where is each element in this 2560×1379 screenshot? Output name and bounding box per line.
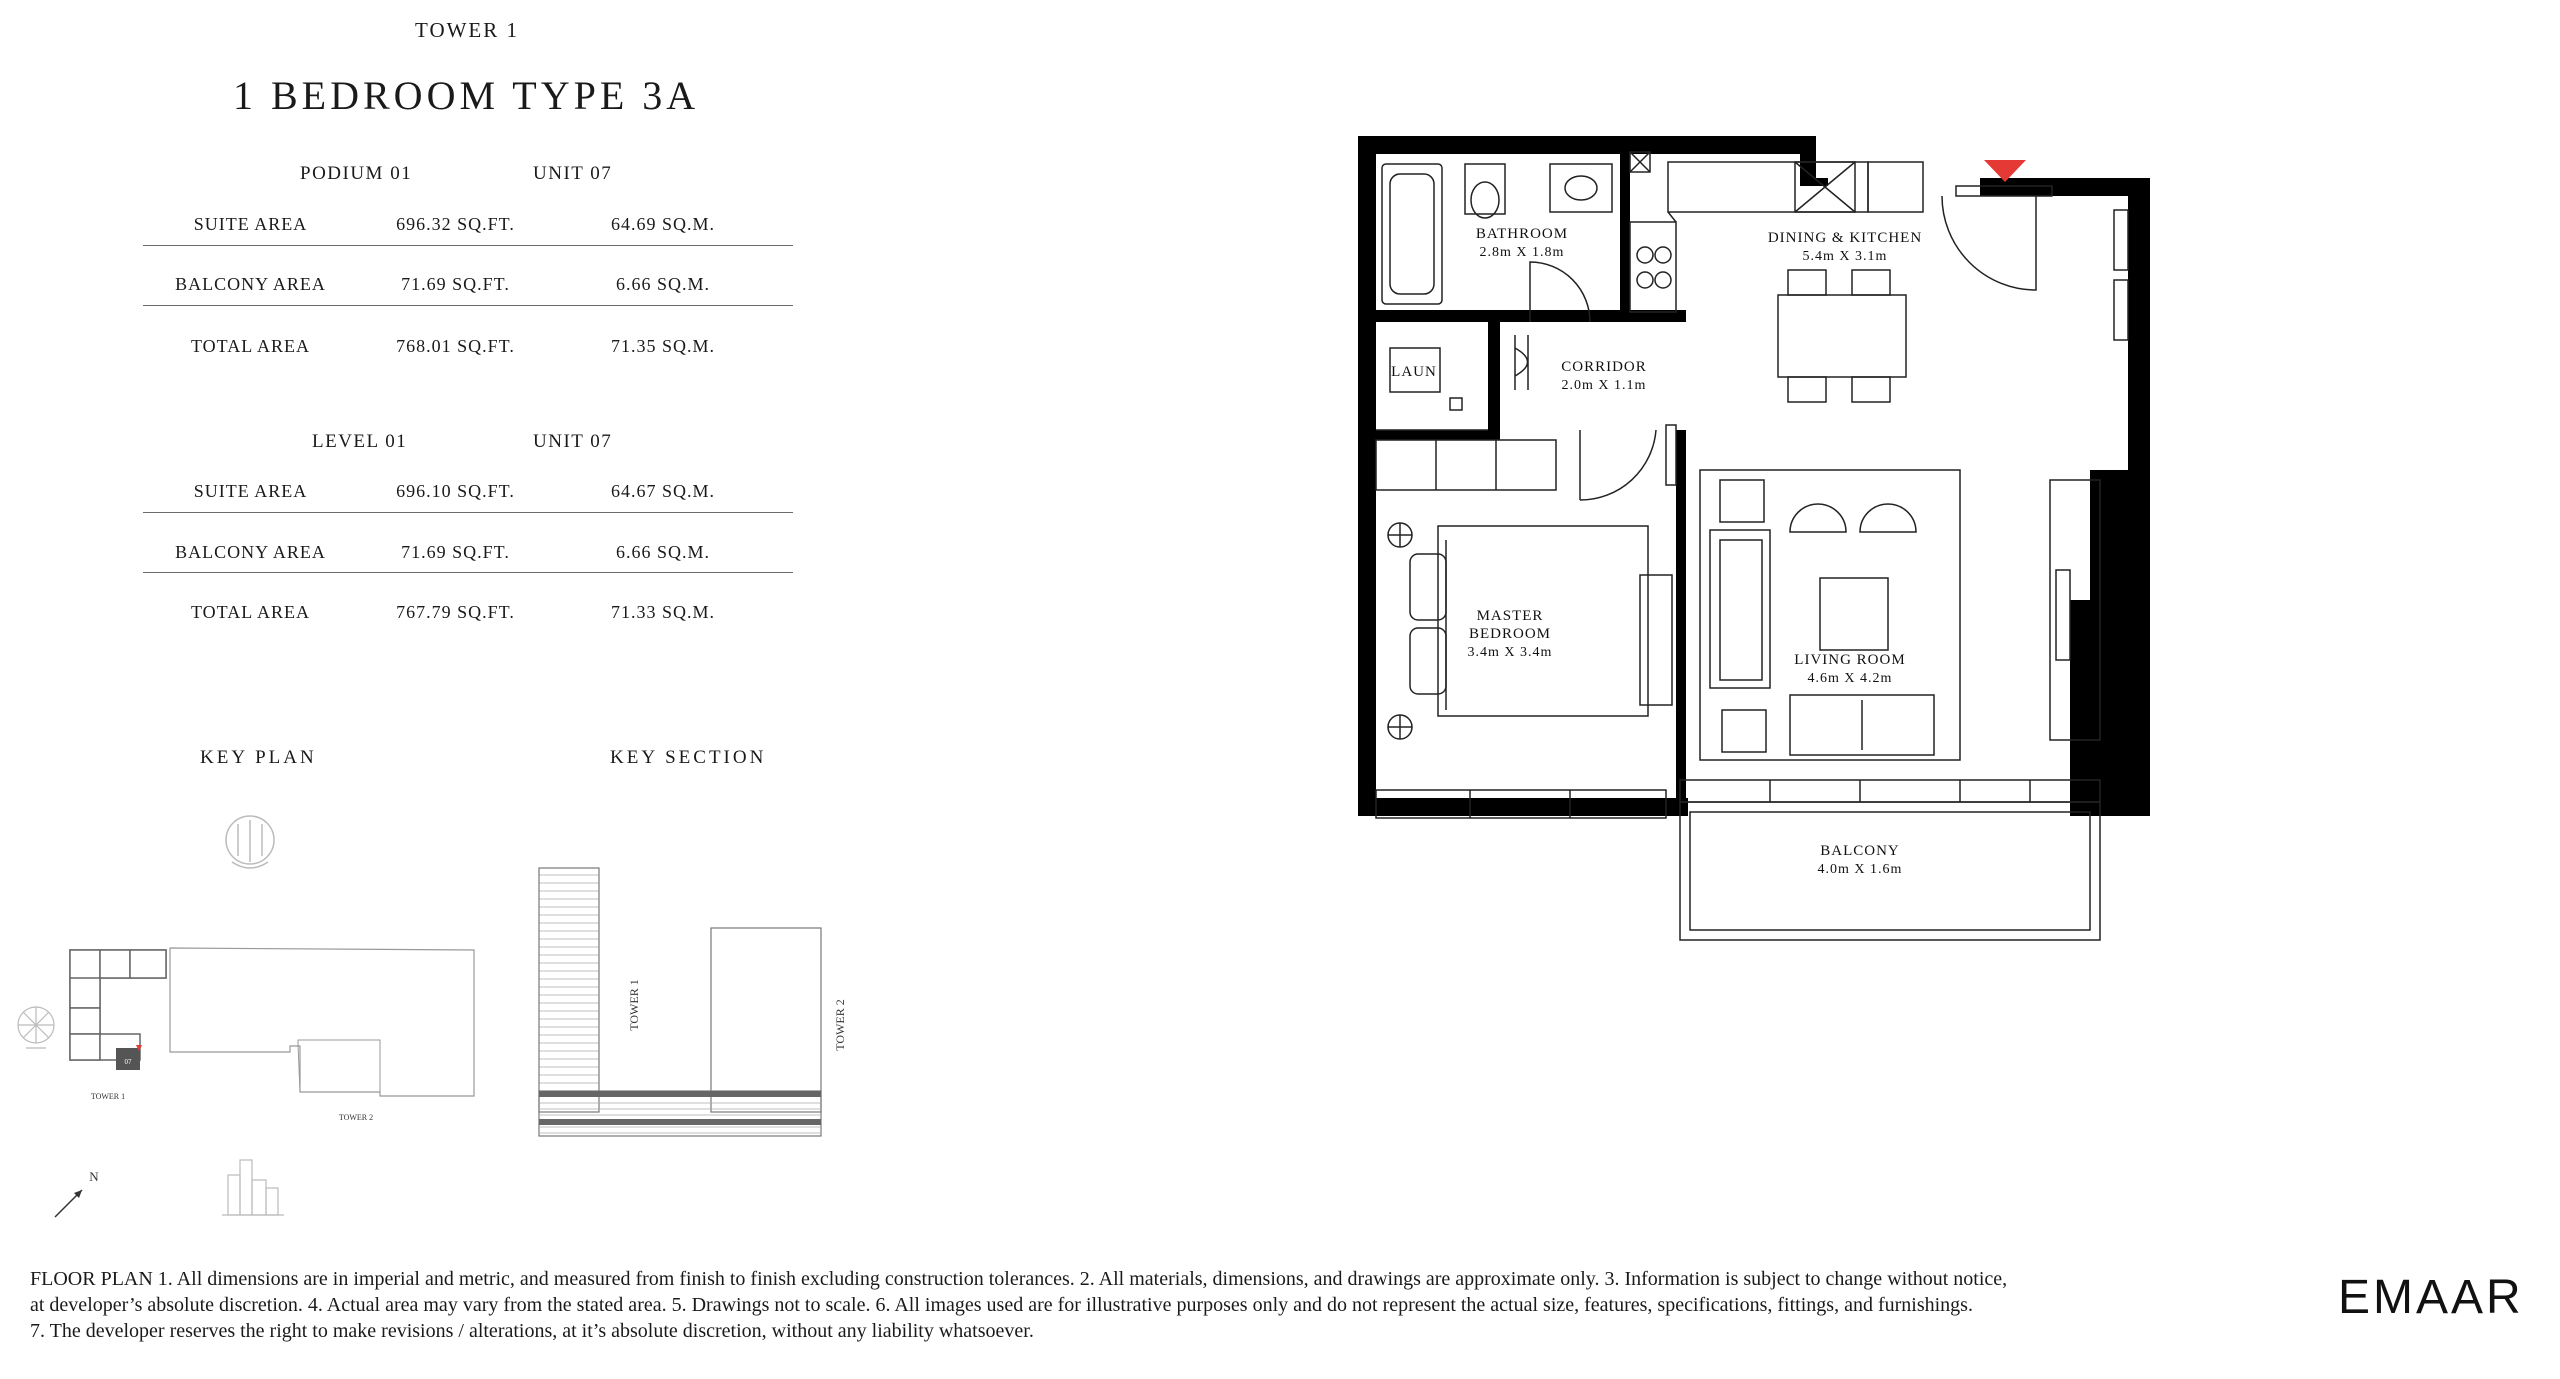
tower2-section — [711, 928, 821, 1112]
tower2-outline — [170, 948, 474, 1096]
master-bedroom-label: MASTER — [1476, 608, 1544, 624]
row-sqft: 696.32 SQ.FT. — [396, 214, 515, 234]
city-skyline-icon — [222, 1160, 284, 1215]
row-label: TOTAL AREA — [190, 602, 311, 622]
disclaimer-line: at developer’s absolute discretion. 4. Actual area may vary from the stated area. 5. Drawings not to scale. 6. All images used are for illustrative purposes only and do not represent the actual size, features, specifications, fittings, and furnishings. — [30, 1294, 1973, 1316]
tower1-outline — [70, 950, 166, 1060]
key-plan-diagram — [0, 800, 520, 1230]
disclaimer-line: FLOOR PLAN 1. All dimensions are in imperial and metric, and measured from finish to finish excluding construction tolerances. 2. All materials, dimensions, and drawings are approximate only. 3. Information is subject to change without notice, — [30, 1268, 2008, 1290]
page-title: 1 BEDROOM TYPE 3A — [233, 73, 700, 118]
corridor-label: CORRIDOR — [1561, 359, 1647, 375]
living-room-label: LIVING ROOM — [1794, 652, 1906, 668]
key-section-heading: KEY SECTION — [610, 747, 767, 768]
living-room-dims: 4.6m X 4.2m — [1807, 671, 1893, 686]
highlight-level — [539, 1091, 821, 1097]
balcony-dims: 4.0m X 1.6m — [1817, 862, 1903, 877]
disclaimer-line: 7. The developer reserves the right to make revisions / alterations, at it’s absolute discretion, without any liability whatsoever. — [30, 1320, 1034, 1342]
sink-icon — [1550, 164, 1612, 212]
ferris-wheel-icon — [18, 1007, 54, 1048]
disclaimer-text — [30, 1266, 2300, 1344]
laundry-fixtures — [1376, 335, 1528, 430]
master-bedroom-label-2: BEDROOM — [1468, 626, 1552, 642]
bedroom-door-swing — [1580, 430, 1656, 500]
north-label: N — [89, 1169, 99, 1184]
row-sqm: 6.66 SQ.M. — [615, 274, 710, 294]
row-sqm: 6.66 SQ.M. — [615, 542, 710, 562]
rug — [1700, 470, 1960, 760]
key-section-diagram — [520, 855, 847, 1165]
row-sqft: 768.01 SQ.FT. — [396, 336, 515, 356]
wardrobe-icon — [1376, 440, 1556, 490]
laundry-label: LAUN — [1391, 364, 1437, 380]
key-plan-heading: KEY PLAN — [200, 747, 317, 768]
table-level-label: PODIUM 01 — [300, 163, 413, 184]
toilet-icon — [1465, 164, 1505, 214]
table-unit-label: UNIT 07 — [533, 431, 613, 452]
row-label: BALCONY AREA — [175, 274, 326, 294]
palm-island-icon — [226, 816, 274, 868]
row-sqm: 64.67 SQ.M. — [610, 481, 715, 501]
unit-marker: 07 — [124, 1058, 132, 1066]
row-label: TOTAL AREA — [190, 336, 311, 356]
row-sqft: 71.69 SQ.FT. — [401, 274, 510, 294]
table-level-label: LEVEL 01 — [312, 431, 408, 452]
row-sqft: 71.69 SQ.FT. — [401, 542, 510, 562]
table-divider — [143, 305, 793, 306]
table-divider — [143, 572, 793, 573]
tower-label: TOWER 1 — [415, 18, 520, 42]
table-divider — [143, 512, 793, 513]
corridor-dims: 2.0m X 1.1m — [1561, 378, 1647, 393]
tower1-section — [539, 875, 599, 1083]
table-row — [143, 588, 793, 638]
sofa-icon — [1710, 530, 1770, 688]
row-label: SUITE AREA — [193, 481, 308, 501]
floor-plan — [1350, 130, 2140, 950]
kitchen-counter — [1668, 162, 1868, 212]
north-arrow-icon — [55, 1169, 99, 1217]
bathtub-icon — [1382, 164, 1442, 304]
master-bedroom-dims: 3.4m X 3.4m — [1467, 645, 1553, 660]
table-row — [143, 467, 793, 517]
hob-icon — [1630, 222, 1676, 312]
coffee-table — [1820, 578, 1888, 650]
podium-section — [539, 1091, 821, 1136]
emaar-logo: EMAAR — [2338, 1271, 2524, 1324]
balcony-label: BALCONY — [1820, 843, 1900, 859]
tv-unit — [1640, 575, 1672, 705]
dining-kitchen-dims: 5.4m X 3.1m — [1802, 249, 1888, 264]
table-unit-label: UNIT 07 — [533, 163, 613, 184]
row-label: SUITE AREA — [193, 214, 308, 234]
table-row — [143, 260, 793, 310]
table-row — [143, 528, 793, 578]
table-row — [143, 200, 793, 250]
bathroom-dims: 2.8m X 1.8m — [1479, 245, 1565, 260]
row-sqft: 696.10 SQ.FT. — [396, 481, 515, 501]
section-tower2-label: TOWER 2 — [833, 999, 847, 1051]
table-row — [143, 322, 793, 372]
dining-table-icon — [1778, 270, 1906, 402]
row-label: BALCONY AREA — [175, 542, 326, 562]
tower1-label: TOWER 1 — [90, 1092, 126, 1101]
entry-door — [1942, 186, 2052, 290]
dining-kitchen-label: DINING & KITCHEN — [1767, 230, 1923, 246]
tower2-label: TOWER 2 — [338, 1113, 374, 1122]
row-sqm: 71.33 SQ.M. — [610, 602, 715, 622]
row-sqft: 767.79 SQ.FT. — [396, 602, 515, 622]
row-sqm: 71.35 SQ.M. — [610, 336, 715, 356]
living-furniture — [1700, 470, 1960, 760]
fridge-icon — [1868, 162, 1923, 212]
bathroom-label: BATHROOM — [1475, 226, 1569, 242]
section-tower1-label: TOWER 1 — [627, 979, 641, 1031]
table-divider — [143, 245, 793, 246]
row-sqm: 64.69 SQ.M. — [610, 214, 715, 234]
